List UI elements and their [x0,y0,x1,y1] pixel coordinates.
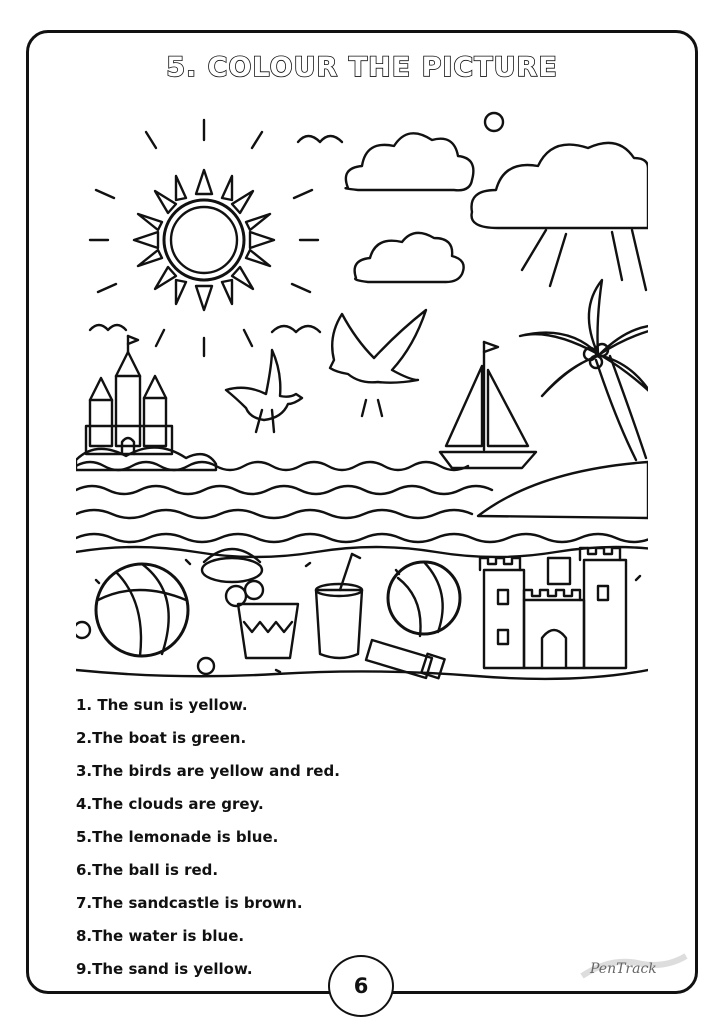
sand-drawing [76,560,648,679]
instruction-item: 3.The birds are yellow and red. [76,762,340,780]
instruction-item: 1. The sun is yellow. [76,696,248,714]
lemonade-drawing [316,554,362,658]
distant-birds-drawing [90,113,503,332]
clouds-drawing [346,133,648,290]
instruction-item: 5.The lemonade is blue. [76,828,279,846]
page-title: 5. COLOUR THE PICTURE [166,52,558,83]
instruction-item: 6.The ball is red. [76,861,219,879]
seagulls-drawing [226,310,426,432]
beach-ball-left-drawing [96,564,188,656]
instruction-item: 7.The sandcastle is brown. [76,894,303,912]
sun-drawing [90,120,318,356]
instruction-item: 9.The sand is yellow. [76,960,253,978]
instruction-item: 8.The water is blue. [76,927,245,945]
instruction-item: 2.The boat is green. [76,729,247,747]
instruction-item: 4.The clouds are grey. [76,795,264,813]
right-sandcastle-drawing [480,548,626,668]
left-castle-drawing [76,336,216,470]
sailboat-drawing [440,342,536,468]
instruction-list [76,694,340,991]
beach-coloring-picture [76,110,648,684]
pentrack-logo [578,946,688,986]
svg-text:PenTrack: PenTrack [590,961,657,977]
bucket-drawing [202,549,298,658]
page-number: 6 [328,955,394,1017]
